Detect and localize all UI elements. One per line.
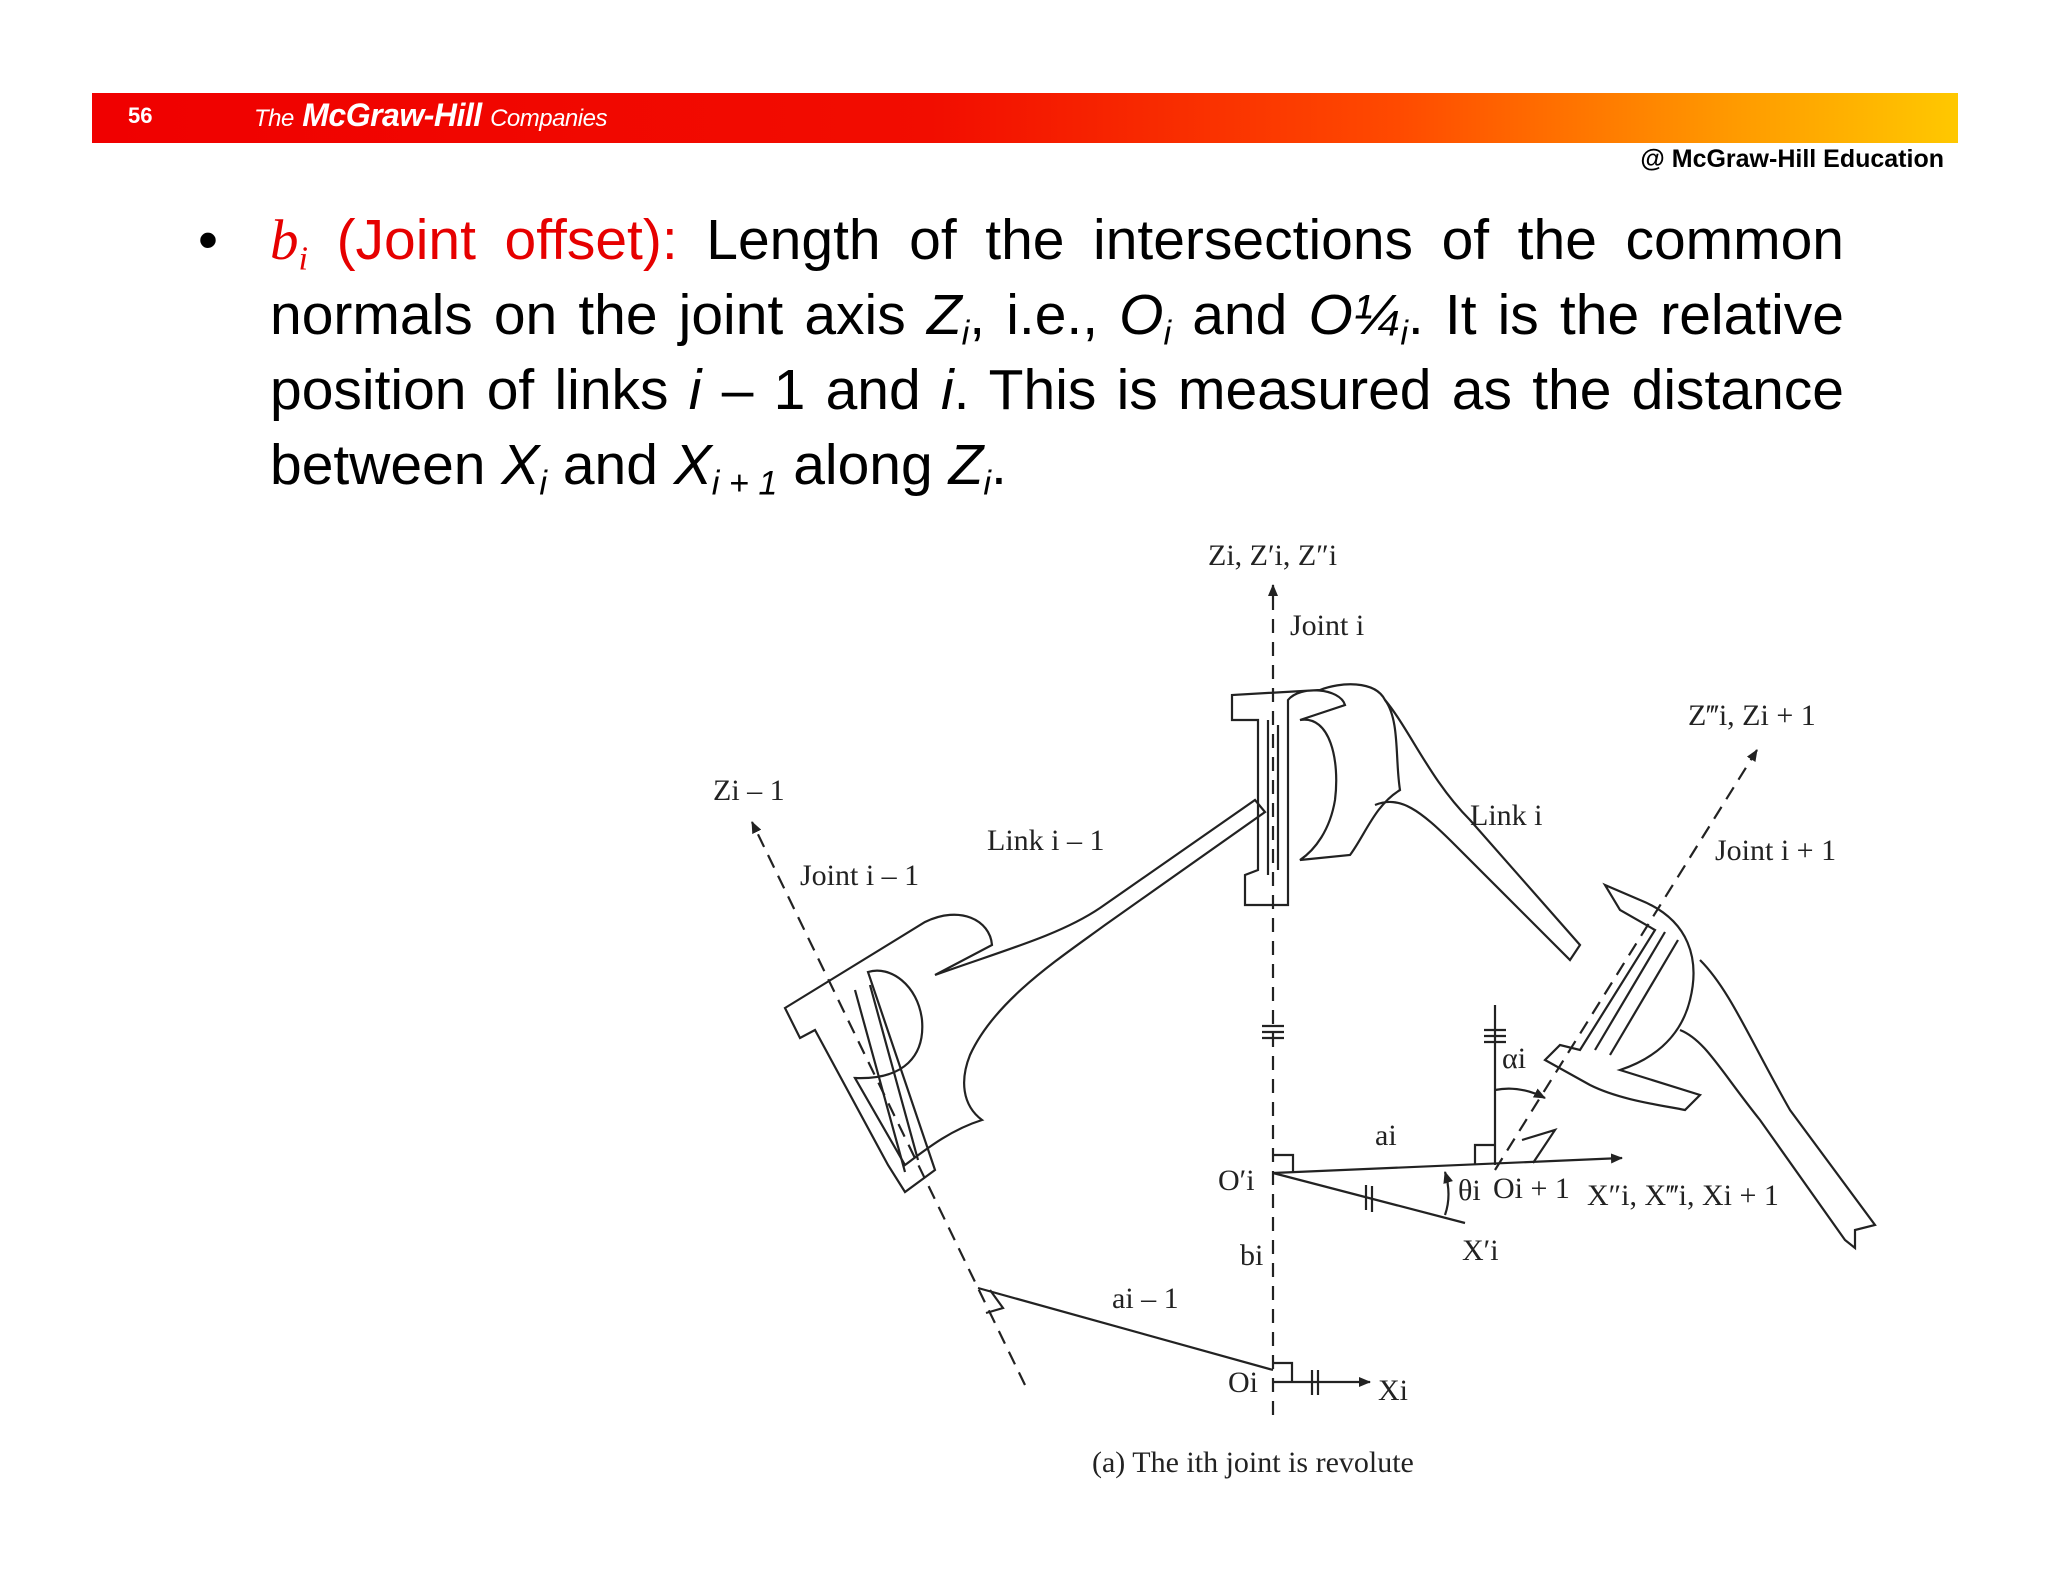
text-run: and [1171, 283, 1309, 347]
company-name: McGraw-Hill [302, 97, 482, 133]
text-run: along [777, 433, 949, 497]
math-sub: i [1163, 314, 1172, 353]
label-z-i-plus-1: Z‴i, Zi + 1 [1688, 699, 1816, 732]
math-var: O¼ [1308, 283, 1401, 347]
label-x-prime-i: X′i [1462, 1234, 1499, 1267]
text-run: . This is measured as the distance between [270, 358, 1844, 497]
term-sub: i [298, 240, 308, 278]
a-i-normal [1273, 1158, 1622, 1173]
text-run: Length of the intersections of the common normals on the joint axis [270, 208, 1845, 347]
label-link-i: Link i [1470, 799, 1543, 832]
bullet-text [270, 203, 1844, 503]
text-run: and [546, 433, 674, 497]
joint-i-minus-1-axis [752, 822, 1025, 1385]
label-a-i: ai [1375, 1119, 1397, 1152]
term-symbol: b [270, 209, 299, 272]
label-alpha: αi [1502, 1042, 1527, 1075]
copyright-notice: @ McGraw-Hill Education [1640, 145, 1944, 173]
company-logo [254, 97, 607, 134]
label-a-i-minus-1: ai – 1 [1112, 1282, 1179, 1315]
label-joint-i-plus-1: Joint i + 1 [1715, 834, 1837, 867]
label-o-prime-i: O′i [1218, 1164, 1255, 1197]
diagram-caption: (a) The ith joint is revolute [1092, 1446, 1414, 1479]
label-o-i: Oi [1228, 1366, 1258, 1399]
math-sub: i [983, 464, 991, 503]
math-var: X [673, 433, 712, 497]
math-sub: i [961, 314, 970, 353]
math-sub: i [539, 464, 547, 503]
math-var: i [940, 358, 954, 422]
math-var: O [1119, 283, 1164, 347]
link-i-joint-shape [1232, 684, 1400, 905]
label-joint-i: Joint i [1290, 609, 1365, 642]
term-label: (Joint offset): [336, 208, 678, 272]
math-sub: i + 1 [711, 464, 778, 503]
text-run: . [990, 433, 1007, 497]
math-var: i [688, 358, 702, 422]
slide-number: 56 [128, 103, 153, 128]
header-banner [92, 93, 1958, 143]
label-z-i-minus-1: Zi – 1 [713, 774, 785, 807]
label-theta: θi [1458, 1174, 1481, 1207]
text-run: – 1 and [701, 358, 941, 422]
company-suffix: Companies [490, 105, 607, 132]
label-link-i-minus-1: Link i – 1 [987, 824, 1105, 857]
math-var: Z [948, 433, 984, 497]
label-b-i: bi [1240, 1239, 1264, 1272]
company-prefix: The [254, 105, 294, 132]
math-var: X [501, 433, 540, 497]
joint-i-plus-1-shape [1545, 885, 1700, 1110]
label-axis-top: Zi, Z′i, Z″i [1208, 539, 1338, 572]
math-sub: i [1400, 314, 1408, 353]
text-run: , i.e., [969, 283, 1120, 347]
bullet-marker: • [198, 208, 218, 272]
label-o-i-plus-1: Oi + 1 [1493, 1172, 1570, 1205]
dh-joint-diagram [460, 530, 1920, 1580]
label-x-axes: X″i, X‴i, Xi + 1 [1587, 1179, 1779, 1212]
math-var: Z [926, 283, 962, 347]
label-joint-i-minus-1: Joint i – 1 [800, 859, 920, 892]
text-run: . It is the relative position of links [270, 283, 1844, 422]
label-x-i: Xi [1378, 1374, 1408, 1407]
